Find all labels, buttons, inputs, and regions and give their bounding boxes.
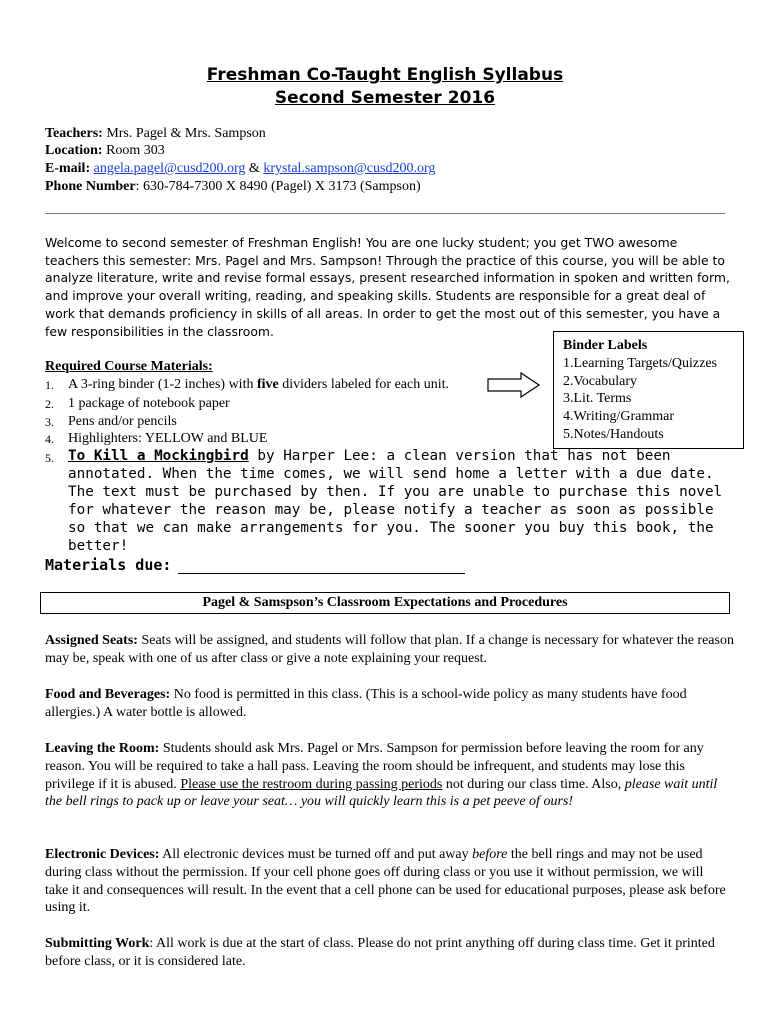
material-item-pens: Pens and/or pencils bbox=[68, 414, 177, 429]
section-leaving-room bbox=[45, 740, 731, 811]
location-line bbox=[45, 142, 165, 160]
materials-due-label: Materials due: bbox=[45, 556, 172, 574]
phone-line bbox=[45, 178, 421, 196]
binder-labels-box bbox=[553, 331, 744, 449]
section-text: Students should ask Mrs. Pagel or Mrs. Sampson for permission before leaving the room for any reason. You will be required to take a hall pass. Leaving the room should be infrequent, and students may lose this privilege if it is abused. bbox=[45, 741, 704, 792]
materials-due-blank[interactable] bbox=[178, 573, 465, 574]
binder-label-item: 5.Notes/Handouts bbox=[563, 426, 664, 442]
email-label: E-mail: bbox=[45, 161, 91, 176]
binder-label-item: 4.Writing/Grammar bbox=[563, 409, 675, 425]
section-underline: Please use the restroom during passing periods bbox=[180, 776, 443, 792]
teachers-label: Teachers: bbox=[45, 126, 103, 141]
teachers-line bbox=[45, 125, 266, 143]
item-text: A 3-ring binder (1-2 inches) with bbox=[68, 377, 257, 392]
item-emphasis: five bbox=[256, 377, 279, 392]
material-item-binder bbox=[68, 376, 449, 394]
section-label: Assigned Seats: bbox=[45, 633, 138, 648]
material-item-novel bbox=[68, 447, 728, 555]
email-link-sampson[interactable]: krystal.sampson@cusd200.org bbox=[263, 161, 436, 176]
materials-heading-text: Required Course Materials: bbox=[45, 359, 213, 374]
phone-value: : 630-784-7300 X 8490 (Pagel) X 3173 (Sampson) bbox=[135, 179, 421, 194]
list-number: 3. bbox=[45, 415, 54, 429]
novel-title: To Kill a Mockingbird bbox=[68, 448, 249, 464]
email-line bbox=[45, 160, 435, 178]
section-label: Leaving the Room: bbox=[45, 741, 160, 756]
section-text: the bell rings and may not be used during class without the permission. If your cell phone goes off during class or you use it without permission, we will take it and consequences will result. In the event that a cell phone can be used for educational purposes, please ask before using it. bbox=[45, 847, 726, 916]
material-item-paper: 1 package of notebook paper bbox=[68, 396, 230, 411]
section-electronic-devices bbox=[45, 846, 727, 917]
header-divider bbox=[45, 213, 725, 214]
section-label: Food and Beverages: bbox=[45, 687, 171, 702]
email-separator: & bbox=[245, 161, 264, 176]
location-label: Location: bbox=[45, 143, 103, 158]
binder-label-item: 2.Vocabulary bbox=[563, 373, 637, 389]
list-number: 2. bbox=[45, 397, 54, 411]
binder-label-item: 3.Lit. Terms bbox=[563, 391, 632, 407]
list-number: 5. bbox=[45, 451, 54, 465]
location-value: Room 303 bbox=[102, 143, 165, 158]
arrow-right-icon bbox=[487, 371, 541, 399]
section-italic: before bbox=[472, 847, 508, 862]
item-text: dividers labeled for each unit. bbox=[278, 377, 450, 392]
list-number: 4. bbox=[45, 432, 54, 446]
section-italic: please wait until the bell rings to pack up or leave your seat… you will quickly learn this is a pet peeve of ours! bbox=[45, 776, 718, 810]
section-text: All electronic devices must be turned off and put away bbox=[159, 847, 473, 862]
section-label: Submitting Work bbox=[45, 936, 150, 951]
binder-labels-title: Binder Labels bbox=[563, 338, 648, 353]
welcome-paragraph: Welcome to second semester of Freshman English! You are one lucky student; you get TWO awesome teachers this semester: Mrs. Pagel and Mrs. Sampson! Through the practice of this course, you will be able to analyze literature, write and revise formal essays, present researched information in spoken and written form, and improve your overall writing, reading, and speaking skills. Students are responsible for a great deal of work that demands proficiency in skills of all areas. In order to get the most out of this semester, you have a few responsibilities in the classroom. bbox=[45, 235, 730, 339]
section-submitting-work bbox=[45, 935, 735, 971]
section-food-beverages bbox=[45, 686, 735, 722]
material-item-highlighters: Highlighters: YELLOW and BLUE bbox=[68, 431, 268, 446]
page-subtitle: Second Semester 2016 bbox=[274, 88, 496, 108]
expectations-heading: Pagel & Samspson’s Classroom Expectations and Procedures bbox=[40, 592, 730, 614]
phone-label: Phone Number bbox=[45, 179, 136, 194]
section-text: : All work is due at the start of class. Please do not print anything off during class time. Get it printed before class, or it is considered late. bbox=[45, 936, 715, 969]
teachers-value: Mrs. Pagel & Mrs. Sampson bbox=[102, 126, 266, 141]
email-link-pagel[interactable]: angela.pagel@cusd200.org bbox=[93, 161, 246, 176]
section-label: Electronic Devices: bbox=[45, 847, 160, 862]
section-text: No food is permitted in this class. (This is a school-wide policy as many students have food allergies.) A water bottle is allowed. bbox=[45, 687, 687, 720]
section-assigned-seats bbox=[45, 632, 735, 668]
page-title: Freshman Co-Taught English Syllabus bbox=[206, 65, 564, 85]
novel-description: by Harper Lee: a clean version that has not been annotated. When the time comes, we will send home a letter with a due date. The text must be purchased by then. If you are unable to purchase this novel for whatever the reason may be, please notify a teacher as soon as possible so that we can make arrangements for you. The sooner you buy this book, the better! bbox=[68, 448, 723, 554]
binder-label-item: 1.Learning Targets/Quizzes bbox=[563, 355, 718, 371]
section-text: not during our class time. Also, bbox=[442, 776, 625, 792]
list-number: 1. bbox=[45, 378, 54, 392]
section-text: Seats will be assigned, and students will follow that plan. If a change is necessary for whatever the reason may be, speak with one of us after class or give a note explaining your request. bbox=[45, 633, 734, 666]
